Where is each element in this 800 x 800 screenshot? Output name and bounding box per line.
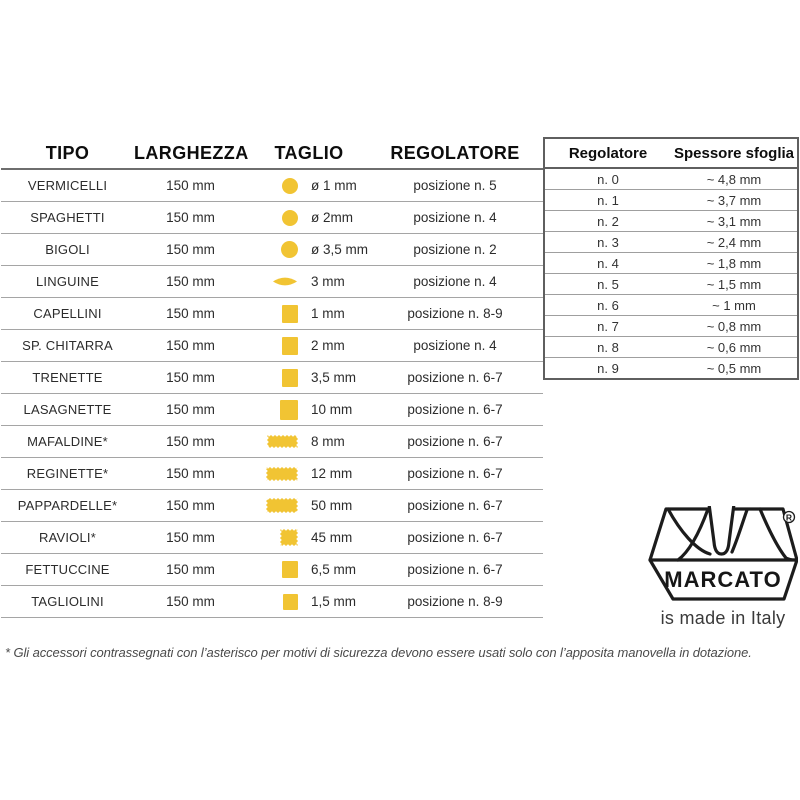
pasta-table-body: [1, 170, 543, 618]
pasta-type-label: TAGLIOLINI: [31, 594, 104, 609]
pasta-width-value: 150 mm: [166, 434, 215, 449]
pasta-type-label: SPAGHETTI: [30, 210, 105, 225]
regolatore-number: n. 9: [597, 360, 619, 376]
regolatore-number: n. 0: [597, 171, 619, 187]
regolatore-number: n. 2: [597, 213, 619, 229]
sheet-thickness-value: ~ 3,7 mm: [706, 192, 762, 208]
table-row: [545, 316, 797, 337]
pasta-type-label: CAPELLINI: [33, 306, 102, 321]
pasta-type-label: MAFALDINE*: [27, 434, 108, 449]
pasta-type-label: TRENETTE: [32, 370, 103, 385]
column-header-regolatore: REGOLATORE: [390, 142, 520, 163]
sheet-thickness-value: ~ 0,6 mm: [706, 339, 762, 355]
cut-size-value: 12 mm: [311, 466, 353, 481]
sheet-thickness-value: ~ 0,5 mm: [706, 360, 762, 376]
pasta-width-value: 150 mm: [166, 242, 215, 257]
pasta-width-value: 150 mm: [166, 498, 215, 513]
round-cut-icon: [247, 210, 303, 226]
regulator-position-value: posizione n. 2: [413, 242, 497, 257]
regulator-position-value: posizione n. 4: [413, 338, 497, 353]
safety-footnote: * Gli accessori contrassegnati con l’asterisco per motivi di sicurezza devono essere usati solo con l’apposita manovella in dotazione.: [5, 645, 752, 660]
table-row: [1, 234, 543, 266]
cut-size-value: 8 mm: [311, 434, 345, 449]
table-row: [1, 586, 543, 618]
pasta-width-value: 150 mm: [166, 370, 215, 385]
cut-size-value: 10 mm: [311, 402, 353, 417]
table-row: [545, 169, 797, 190]
pasta-type-label: LASAGNETTE: [23, 402, 112, 417]
cut-size-value: ø 1 mm: [311, 178, 357, 193]
cut-size-value: 1,5 mm: [311, 594, 357, 609]
cut-size-value: 1 mm: [311, 306, 345, 321]
table-row: [545, 211, 797, 232]
regulator-position-value: posizione n. 6-7: [407, 530, 503, 545]
pasta-table-header: [1, 138, 543, 170]
pasta-width-value: 150 mm: [166, 562, 215, 577]
oval-cut-icon: [247, 276, 303, 287]
regolatore-number: n. 8: [597, 339, 619, 355]
sheet-thickness-value: ~ 4,8 mm: [706, 171, 762, 187]
sheet-thickness-value: ~ 3,1 mm: [706, 213, 762, 229]
table-row: [545, 358, 797, 378]
cut-size-value: 3,5 mm: [311, 370, 357, 385]
sheet-thickness-value: ~ 1,5 mm: [706, 276, 762, 292]
table-row: [1, 170, 543, 202]
pasta-type-label: VERMICELLI: [27, 178, 108, 193]
pasta-width-value: 150 mm: [166, 178, 215, 193]
pasta-type-label: PAPPARDELLE*: [17, 498, 118, 513]
marcato-logo: [648, 506, 798, 606]
regulator-position-value: posizione n. 5: [413, 178, 497, 193]
cut-size-value: ø 3,5 mm: [311, 242, 369, 257]
logo-tagline: is made in Italy: [660, 608, 786, 628]
pasta-width-value: 150 mm: [166, 530, 215, 545]
regulator-position-value: posizione n. 6-7: [407, 562, 503, 577]
table-row: [1, 394, 543, 426]
pasta-width-value: 150 mm: [166, 466, 215, 481]
wavy-ribbon-icon: [247, 498, 303, 513]
regulator-position-value: posizione n. 8-9: [407, 594, 503, 609]
sheet-thickness-value: ~ 2,4 mm: [706, 234, 762, 250]
table-row: [1, 202, 543, 234]
pasta-width-value: 150 mm: [166, 338, 215, 353]
wavy-ribbon-icon: [247, 435, 303, 448]
regulator-position-value: posizione n. 6-7: [407, 498, 503, 513]
regolatore-table-body: [545, 169, 797, 378]
sheet-thickness-value: ~ 0,8 mm: [706, 318, 762, 334]
regulator-position-value: posizione n. 6-7: [407, 434, 503, 449]
regulator-position-value: posizione n. 6-7: [407, 402, 503, 417]
regulator-position-value: posizione n. 6-7: [407, 466, 503, 481]
round-cut-icon: [247, 241, 303, 258]
logo-brand-text: MARCATO: [664, 567, 782, 592]
sheet-thickness-value: ~ 1 mm: [712, 297, 756, 313]
column-header-spessore: Spessore sfoglia: [673, 144, 795, 162]
pasta-type-label: FETTUCCINE: [25, 562, 110, 577]
square-cut-icon: [247, 305, 303, 323]
pasta-width-value: 150 mm: [166, 306, 215, 321]
pasta-width-value: 150 mm: [166, 274, 215, 289]
regolatore-number: n. 3: [597, 234, 619, 250]
table-row: [545, 253, 797, 274]
column-header-larghezza: LARGHEZZA: [134, 142, 249, 163]
column-header-regolatore-n: Regolatore: [568, 144, 648, 162]
cut-size-value: 3 mm: [311, 274, 345, 289]
wavy-ribbon-icon: [247, 467, 303, 481]
sheet-thickness-value: ~ 1,8 mm: [706, 255, 762, 271]
cut-size-value: 2 mm: [311, 338, 345, 353]
table-row: [1, 330, 543, 362]
round-cut-icon: [247, 178, 303, 194]
regolatore-number: n. 5: [597, 276, 619, 292]
pasta-type-label: LINGUINE: [35, 274, 99, 289]
regolatore-table-header: [545, 139, 797, 169]
table-row: [1, 458, 543, 490]
wavy-square-icon: [247, 529, 303, 546]
table-row: [1, 266, 543, 298]
pasta-type-label: SP. CHITARRA: [22, 338, 113, 353]
square-cut-icon: [247, 561, 303, 578]
regulator-position-value: posizione n. 6-7: [407, 370, 503, 385]
table-row: [1, 554, 543, 586]
regulator-position-value: posizione n. 8-9: [407, 306, 503, 321]
column-header-taglio: TAGLIO: [274, 142, 344, 163]
table-row: [545, 190, 797, 211]
regolatore-number: n. 6: [597, 297, 619, 313]
pasta-type-label: RAVIOLI*: [39, 530, 96, 545]
cut-size-value: ø 2mm: [311, 210, 353, 225]
pasta-width-value: 150 mm: [166, 402, 215, 417]
regulator-position-value: posizione n. 4: [413, 274, 497, 289]
table-row: [545, 274, 797, 295]
square-cut-icon: [247, 594, 303, 610]
cut-size-value: 50 mm: [311, 498, 353, 513]
pasta-type-label: BIGOLI: [45, 242, 90, 257]
table-row: [1, 426, 543, 458]
table-row: [545, 295, 797, 316]
table-row: [1, 362, 543, 394]
square-cut-icon: [247, 400, 303, 420]
regolatore-number: n. 4: [597, 255, 619, 271]
regolatore-number: n. 7: [597, 318, 619, 334]
regolatore-number: n. 1: [597, 192, 619, 208]
cut-size-value: 45 mm: [311, 530, 353, 545]
pasta-width-value: 150 mm: [166, 210, 215, 225]
table-row: [1, 490, 543, 522]
table-row: [1, 298, 543, 330]
table-row: [545, 232, 797, 253]
table-row: [545, 337, 797, 358]
column-header-tipo: TIPO: [45, 142, 90, 163]
square-cut-icon: [247, 369, 303, 387]
registered-mark-letter: R: [785, 512, 793, 523]
regulator-position-value: posizione n. 4: [413, 210, 497, 225]
pasta-spec-table: [1, 138, 543, 618]
table-row: [1, 522, 543, 554]
pasta-type-label: REGINETTE*: [26, 466, 109, 481]
regolatore-thickness-table: [543, 137, 799, 380]
cut-size-value: 6,5 mm: [311, 562, 357, 577]
square-cut-icon: [247, 337, 303, 355]
pasta-width-value: 150 mm: [166, 594, 215, 609]
